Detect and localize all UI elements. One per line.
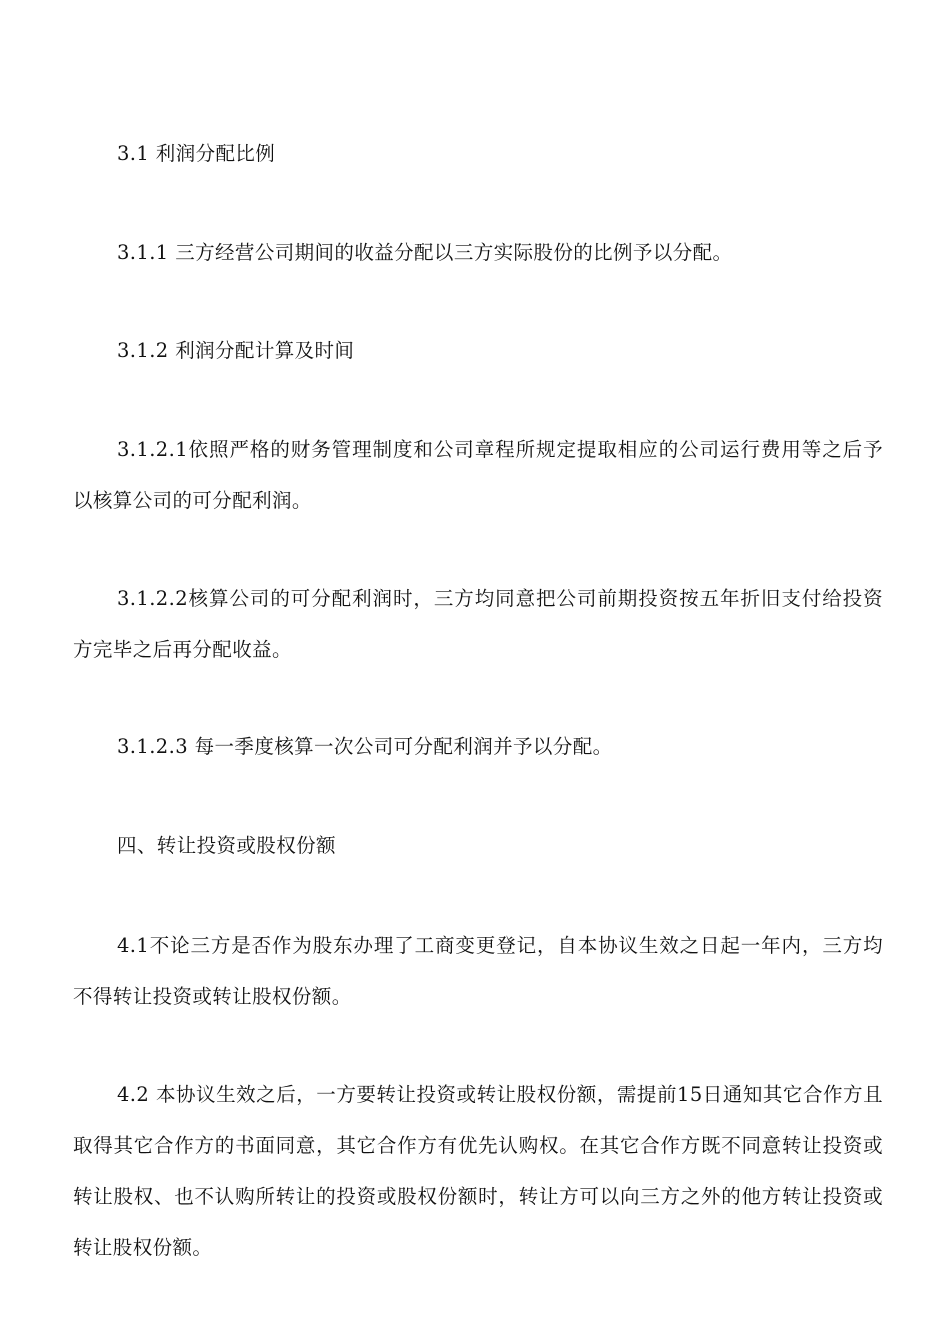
- paragraph-3-1-2-2: 3.1.2.2核算公司的可分配利润时，三方均同意把公司前期投资按五年折旧支付给投资方完毕之后再分配收益。: [73, 587, 883, 661]
- paragraph-3-1-2-3: 3.1.2.3 每一季度核算一次公司可分配利润并予以分配。: [117, 735, 613, 758]
- paragraph-3-1: 3.1 利润分配比例: [117, 142, 276, 165]
- paragraph-4-1: 4.1不论三方是否作为股东办理了工商变更登记，自本协议生效之日起一年内，三方均不得转让投资或转让股权份额。: [73, 934, 883, 1008]
- paragraph-3-1-2: 3.1.2 利润分配计算及时间: [117, 339, 355, 362]
- paragraph-3-1-2-1: 3.1.2.1依照严格的财务管理制度和公司章程所规定提取相应的公司运行费用等之后予以核算公司的可分配利润。: [73, 438, 883, 512]
- paragraph-4-2: 4.2 本协议生效之后，一方要转让投资或转让股权份额，需提前15日通知其它合作方且取得其它合作方的书面同意，其它合作方有优先认购权。在其它合作方既不同意转让投资或转让股权、也不认购所转让的投资或股权份额时，转让方可以向三方之外的他方转让投资或转让股权份额。: [73, 1083, 883, 1259]
- paragraph-3-1-1: 3.1.1 三方经营公司期间的收益分配以三方实际股份的比例予以分配。: [117, 241, 733, 264]
- section-heading-4: 四、转让投资或股权份额: [117, 834, 336, 857]
